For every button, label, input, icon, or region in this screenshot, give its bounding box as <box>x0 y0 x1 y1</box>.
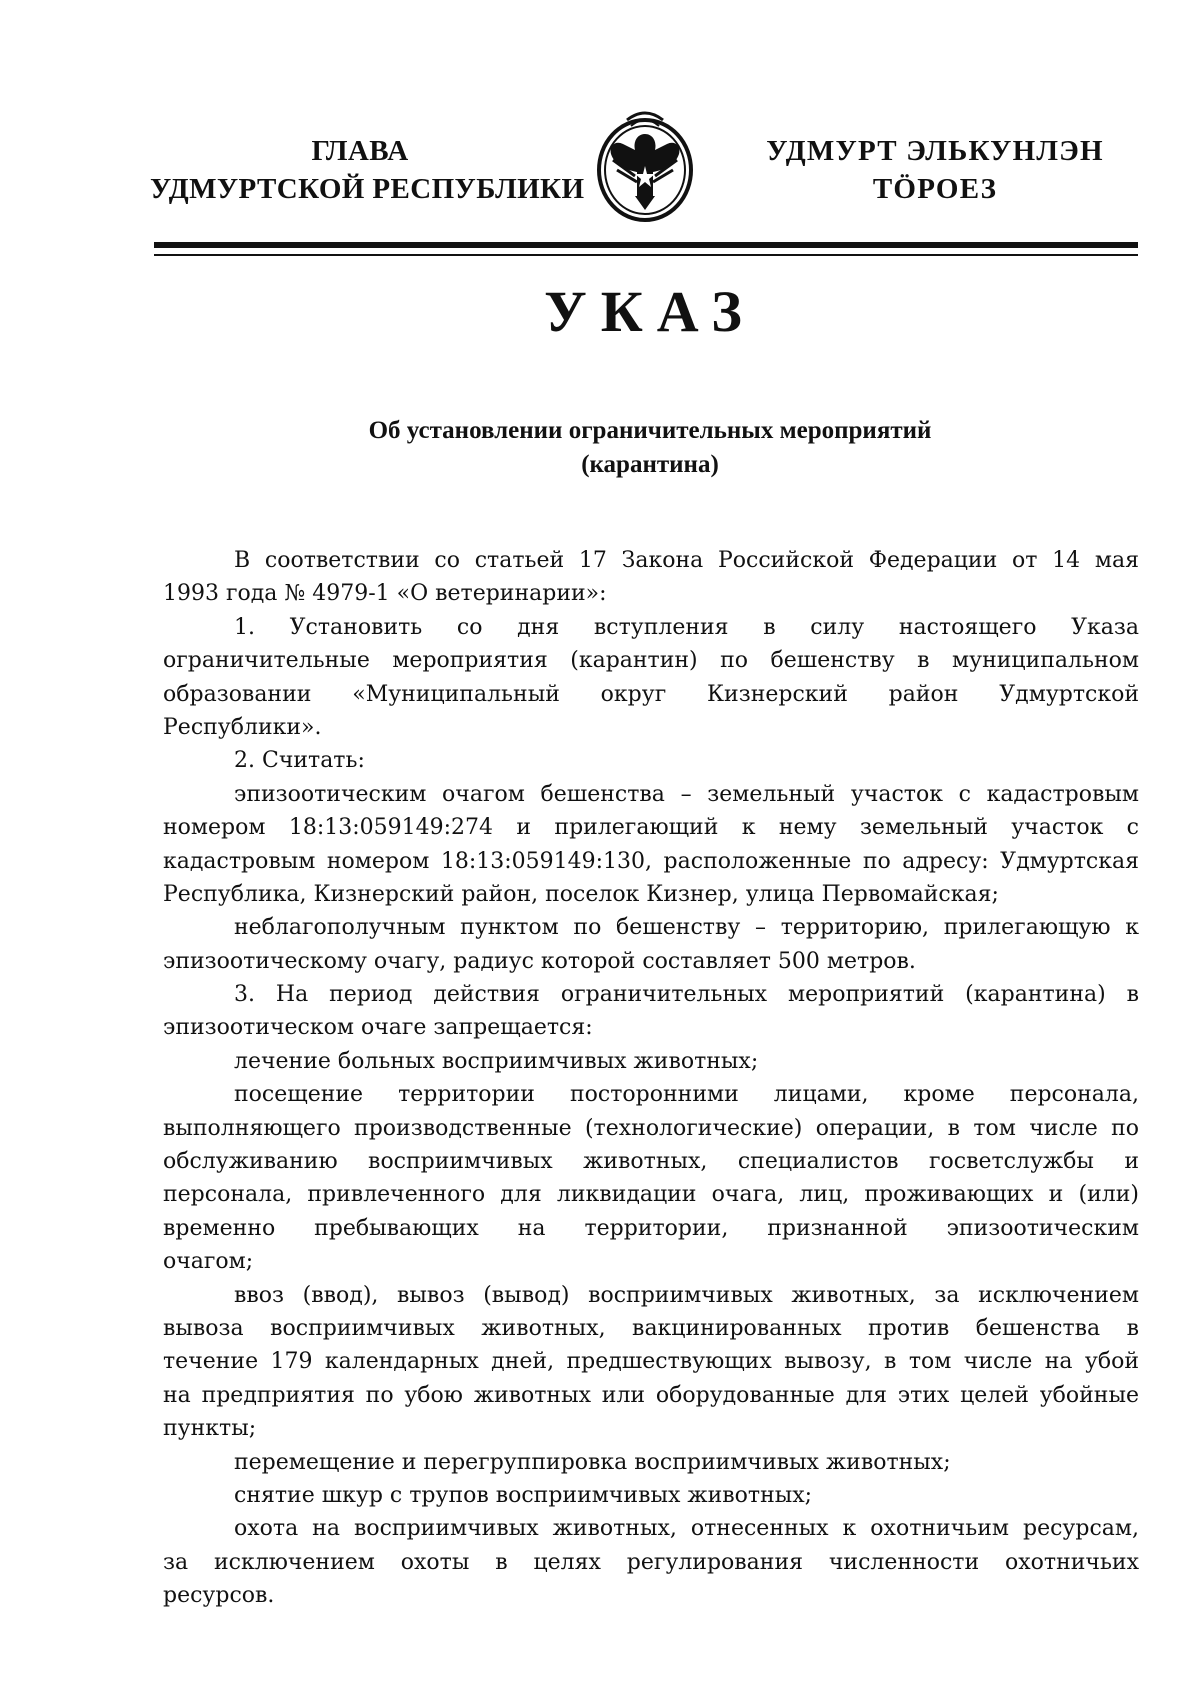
document-subject <box>300 414 1000 482</box>
header-divider-thin <box>154 254 1138 256</box>
document-body <box>163 544 1139 1613</box>
header-left-block <box>150 132 585 208</box>
header-right-line2: ТӦРОЕЗ <box>872 173 998 205</box>
body-line: эпизоотическом очаге запрещается: <box>163 1015 593 1041</box>
body-line: В соответствии со статьей 17 Закона Российской Федерации от 14 мая <box>234 548 1139 573</box>
body-line: 3. На период действия ограничительных мероприятий (карантина) в <box>234 982 1139 1008</box>
body-line: лечение больных восприимчивых животных; <box>234 1048 759 1074</box>
subject-line-1: Об установлении ограничительных мероприятий <box>368 417 932 444</box>
header-left-line2: УДМУРТСКОЙ РЕСПУБЛИКИ <box>150 173 585 205</box>
body-line: ресурсов. <box>163 1583 275 1609</box>
body-line: эпизоотическому очагу, радиус которой составляет 500 метров. <box>163 948 916 974</box>
body-line: персонала, привлеченного для ликвидации очага, лиц, проживающих и (или) <box>163 1182 1139 1208</box>
body-line: эпизоотическим очагом бешенства – земельный участок с кадастровым <box>234 781 1139 807</box>
body-line: ввоз (ввод), вывоз (вывод) восприимчивых животных, за исключением <box>234 1282 1139 1308</box>
body-line: ограничительные мероприятия (карантин) по бешенству в муниципальном <box>163 648 1139 674</box>
document-title: УКАЗ <box>544 279 756 344</box>
body-line: очагом; <box>163 1249 254 1275</box>
body-line: Республики». <box>163 714 322 740</box>
body-line: за исключением охоты в целях регулирования численности охотничьих <box>163 1549 1139 1575</box>
header-right-block <box>745 132 1125 208</box>
header-divider-thick <box>154 242 1138 248</box>
body-line: на предприятия по убою животных или оборудованные для этих целей убойные <box>163 1382 1139 1408</box>
header-left-line1: ГЛАВА <box>311 135 409 167</box>
header-right-line1: УДМУРТ ЭЛЬКУНЛЭН <box>766 135 1104 167</box>
body-line: обслуживанию восприимчивых животных, специалистов госветслужбы и <box>163 1149 1139 1175</box>
body-line: 1. Установить со дня вступления в силу настоящего Указа <box>234 614 1139 640</box>
body-line: 1993 года № 4979-1 «О ветеринарии»: <box>163 581 607 607</box>
body-line: охота на восприимчивых животных, отнесенных к охотничьим ресурсам, <box>234 1516 1139 1542</box>
body-line: кадастровым номером 18:13:059149:130, расположенные по адресу: Удмуртская <box>163 848 1139 874</box>
body-line: неблагополучным пунктом по бешенству – территорию, прилегающую к <box>234 915 1139 941</box>
body-line: временно пребывающих на территории, признанной эпизоотическим <box>163 1215 1139 1241</box>
body-line: снятие шкур с трупов восприимчивых животных; <box>234 1482 813 1508</box>
body-line: выполняющего производственные (технологические) операции, в том числе по <box>163 1115 1139 1141</box>
body-line: вывоза восприимчивых животных, вакцинированных против бешенства в <box>163 1315 1139 1341</box>
body-line: номером 18:13:059149:274 и прилегающий к нему земельный участок с <box>163 815 1139 841</box>
body-line: перемещение и перегруппировка восприимчивых животных; <box>234 1449 951 1475</box>
subject-line-2: (карантина) <box>581 451 719 478</box>
body-line: течение 179 календарных дней, предшествующих вывозу, в том числе на убой <box>163 1349 1139 1375</box>
body-line: образовании «Муниципальный округ Кизнерский район Удмуртской <box>163 681 1139 707</box>
body-line: Республика, Кизнерский район, поселок Кизнер, улица Первомайская; <box>163 881 999 907</box>
body-line: 2. Считать: <box>234 748 365 774</box>
udmurt-coat-of-arms-icon <box>589 104 701 228</box>
body-line: пункты; <box>163 1416 257 1442</box>
body-line: посещение территории посторонними лицами, кроме персонала, <box>234 1082 1139 1108</box>
